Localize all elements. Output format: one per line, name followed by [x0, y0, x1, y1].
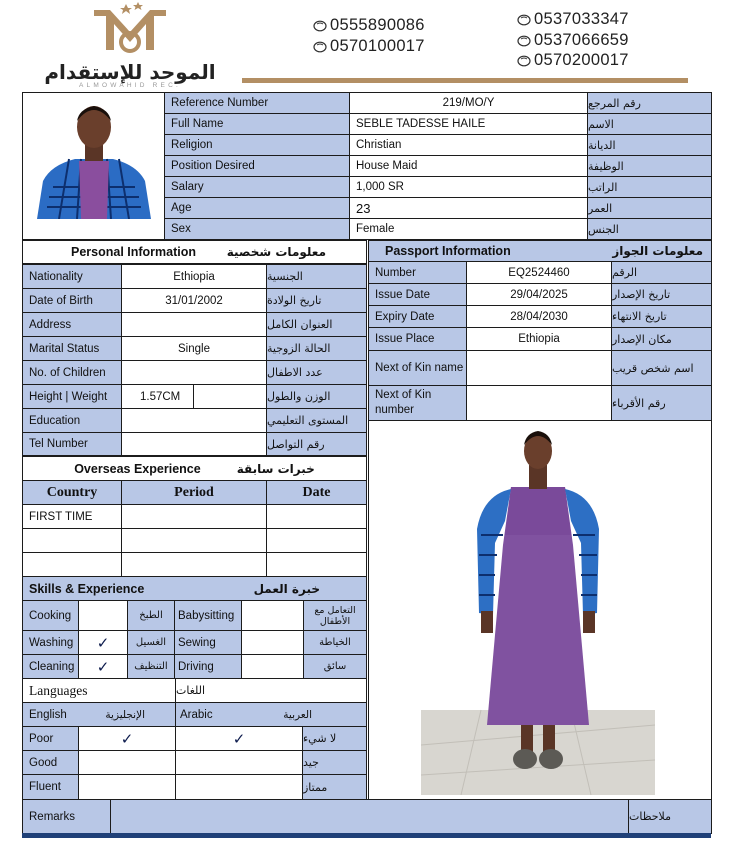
personal-label-ar: تاريخ الولادة — [266, 288, 367, 313]
check-mark-icon: ✓ — [96, 658, 110, 676]
logo-arabic-text: الموحد للإستقدام — [44, 60, 216, 84]
skill-checkbox-driving — [241, 654, 304, 679]
phone-number: 0570100017 — [313, 37, 425, 56]
summary-label: Salary — [164, 176, 350, 198]
personal-info-header: Personal Information معلومات شخصية — [22, 240, 367, 264]
passport-info-header: Passport Information معلومات الجواز — [368, 240, 712, 262]
summary-label-ar: الراتب — [587, 176, 712, 198]
passport-number-value: EQ2524460 — [466, 261, 612, 284]
sex-value: Female — [349, 218, 588, 240]
personal-label: Education — [22, 408, 122, 433]
summary-label: Age — [164, 197, 350, 219]
skill-label-ar: التنظيف — [127, 654, 175, 679]
arabic-good-check — [175, 750, 303, 775]
passport-label-ar: الرقم — [611, 261, 712, 284]
overseas-column-header: Country — [22, 480, 122, 505]
personal-label: Tel Number — [22, 432, 122, 456]
personal-label-ar: العنوان الكامل — [266, 312, 367, 337]
phone-number: 0570200017 — [517, 51, 629, 70]
phone-icon — [313, 20, 327, 32]
position-value: House Maid — [349, 155, 588, 177]
overseas-cell — [266, 504, 367, 529]
issue-place-value: Ethiopia — [466, 327, 612, 351]
summary-label-ar: العمر — [587, 197, 712, 219]
overseas-cell — [22, 552, 122, 577]
personal-label-ar: الوزن والطول — [266, 384, 367, 409]
passport-label-ar: تاريخ الإصدار — [611, 283, 712, 306]
arabic-fluent-check — [175, 774, 303, 800]
kin-name-label: Next of Kin name — [368, 350, 467, 386]
portrait-photo — [29, 97, 159, 219]
full-body-photo — [421, 425, 655, 795]
personal-label-ar: الحالة الزوجية — [266, 336, 367, 361]
summary-label-ar: الاسم — [587, 113, 712, 135]
skill-label-ar: سائق — [303, 654, 367, 679]
dob-value: 31/01/2002 — [121, 288, 267, 313]
overseas-column-header: Date — [266, 480, 367, 505]
skills-header: Skills & Experience خبرة العمل — [22, 576, 367, 601]
english-header: English الإنجليزية — [22, 702, 176, 727]
overseas-cell — [266, 528, 367, 553]
tel-value — [121, 432, 267, 456]
overseas-cell — [266, 552, 367, 577]
personal-label: Date of Birth — [22, 288, 122, 313]
summary-label: Religion — [164, 134, 350, 156]
passport-label: Issue Place — [368, 327, 467, 351]
summary-label-ar: رقم المرجع — [587, 92, 712, 114]
marital-status-value: Single — [121, 336, 267, 361]
personal-label-ar: الجنسية — [266, 264, 367, 289]
overseas-column-header: Period — [121, 480, 267, 505]
passport-label: Number — [368, 261, 467, 284]
skill-checkbox-washing — [78, 630, 128, 655]
phone-icon — [517, 14, 531, 26]
summary-label-ar: الديانة — [587, 134, 712, 156]
arabic-poor-check — [175, 726, 303, 751]
skill-label-ar: الغسيل — [127, 630, 175, 655]
address-value — [121, 312, 267, 337]
skill-label: Driving — [174, 654, 242, 679]
personal-label-ar: المستوى التعليمي — [266, 408, 367, 433]
logo-emblem-icon — [88, 2, 172, 58]
portrait-frame — [22, 92, 165, 240]
language-level-label: Poor — [22, 726, 79, 751]
reference-number-value: 219/MO/Y — [349, 92, 588, 114]
check-mark-icon: ✓ — [96, 634, 110, 652]
skill-label: Cooking — [22, 600, 79, 631]
passport-label: Issue Date — [368, 283, 467, 306]
arabic-header: Arabic العربية — [175, 702, 367, 727]
footer-bar — [22, 833, 711, 838]
overseas-cell — [121, 504, 267, 529]
summary-label-ar: الجنس — [587, 218, 712, 240]
summary-label: Position Desired — [164, 155, 350, 177]
skill-checkbox-cleaning — [78, 654, 128, 679]
skill-label: Cleaning — [22, 654, 79, 679]
language-level-label: Fluent — [22, 774, 79, 800]
english-poor-check — [78, 726, 176, 751]
phone-number: 0537066659 — [517, 31, 629, 50]
issue-date-value: 29/04/2025 — [466, 283, 612, 306]
skill-label: Babysitting — [174, 600, 242, 631]
personal-label: No. of Children — [22, 360, 122, 385]
personal-label: Height | Weight — [22, 384, 122, 409]
personal-label-ar: عدد الاطفال — [266, 360, 367, 385]
salary-value: 1,000 SR — [349, 176, 588, 198]
personal-label: Nationality — [22, 264, 122, 289]
languages-title: Languages — [22, 678, 176, 703]
language-level-label-ar: جيد — [302, 750, 367, 775]
age-value: 23 — [349, 197, 588, 219]
children-value — [121, 360, 267, 385]
passport-label-ar: مكان الإصدار — [611, 327, 712, 351]
overseas-cell — [121, 552, 267, 577]
height-value: 1.57CM — [121, 384, 194, 409]
religion-value: Christian — [349, 134, 588, 156]
summary-label: Sex — [164, 218, 350, 240]
summary-label-ar: الوظيفة — [587, 155, 712, 177]
personal-label: Address — [22, 312, 122, 337]
skill-checkbox-cooking — [78, 600, 128, 631]
skill-label-ar: التعامل مع الأطفال — [303, 600, 367, 631]
language-level-label: Good — [22, 750, 79, 775]
passport-label-ar: تاريخ الانتهاء — [611, 305, 712, 328]
check-mark-icon: ✓ — [120, 730, 134, 748]
skill-label-ar: الطبخ — [127, 600, 175, 631]
overseas-cell — [121, 528, 267, 553]
remarks-value — [110, 799, 629, 834]
skill-label: Sewing — [174, 630, 242, 655]
english-good-check — [78, 750, 176, 775]
kin-number-value — [466, 385, 612, 421]
phone-icon — [517, 55, 531, 67]
personal-label-ar: رقم التواصل — [266, 432, 367, 456]
skill-label: Washing — [22, 630, 79, 655]
summary-label: Full Name — [164, 113, 350, 135]
phone-icon — [517, 35, 531, 47]
education-value — [121, 408, 267, 433]
remarks-label: Remarks — [22, 799, 111, 834]
check-mark-icon: ✓ — [232, 730, 246, 748]
remarks-label-ar: ملاحظات — [628, 799, 712, 834]
personal-label: Marital Status — [22, 336, 122, 361]
skill-checkbox-babysitting — [241, 600, 304, 631]
full-body-photo-frame — [368, 420, 712, 800]
overseas-cell — [22, 528, 122, 553]
kin-name-value — [466, 350, 612, 386]
overseas-cell: FIRST TIME — [22, 504, 122, 529]
english-fluent-check — [78, 774, 176, 800]
expiry-date-value: 28/04/2030 — [466, 305, 612, 328]
phone-number: 0555890086 — [313, 16, 425, 35]
weight-value — [193, 384, 267, 409]
header-divider — [242, 78, 688, 83]
passport-label: Expiry Date — [368, 305, 467, 328]
kin-number-label: Next of Kin number — [368, 385, 467, 421]
skill-label-ar: الخياطة — [303, 630, 367, 655]
summary-label: Reference Number — [164, 92, 350, 114]
overseas-header: Overseas Experience خبرات سابقة — [22, 456, 367, 481]
language-level-label-ar: لا شيء — [302, 726, 367, 751]
languages-title-ar: اللغات — [175, 678, 367, 703]
phone-icon — [313, 41, 327, 53]
phone-number: 0537033347 — [517, 10, 629, 29]
kin-number-label-ar: رقم الأقرباء — [611, 385, 712, 421]
full-name-value: SEBLE TADESSE HAILE — [349, 113, 588, 135]
kin-name-label-ar: اسم شخص قريب — [611, 350, 712, 386]
nationality-value: Ethiopia — [121, 264, 267, 289]
skill-checkbox-sewing — [241, 630, 304, 655]
language-level-label-ar: ممتاز — [302, 774, 367, 800]
logo-english-text: ALMOWAHID REC. — [79, 82, 181, 89]
